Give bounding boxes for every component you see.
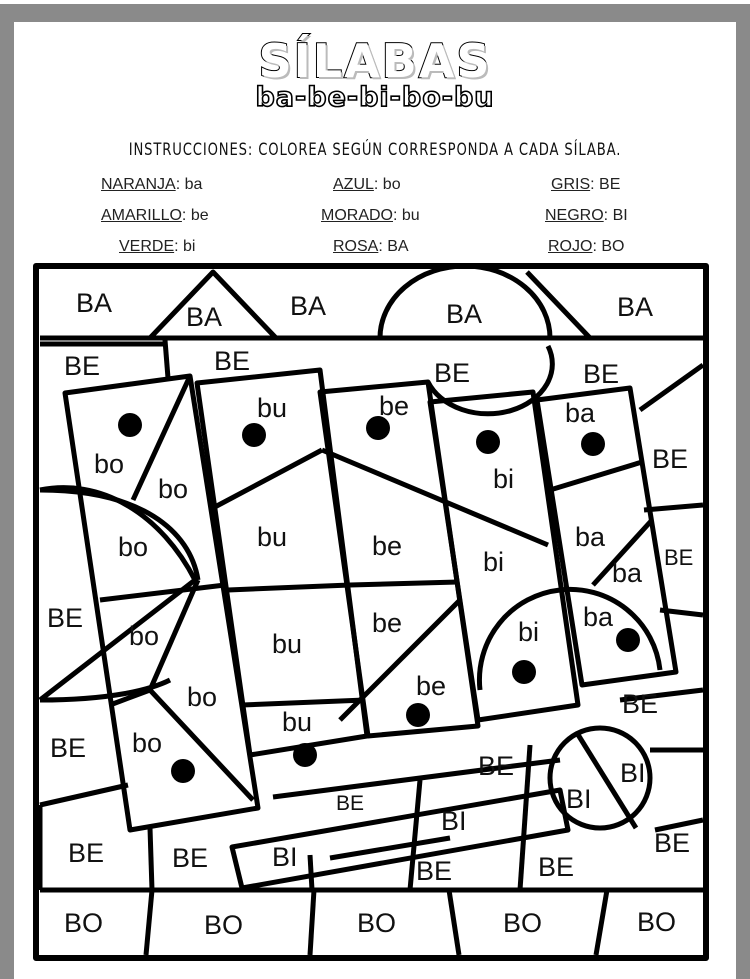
legend-item: ROSA: BA <box>333 238 409 255</box>
legend-item: ROJO: BO <box>548 238 625 255</box>
label-BA: BA <box>446 299 483 329</box>
dot <box>616 628 640 652</box>
label-bi: bi <box>483 547 505 577</box>
label-be: be <box>416 671 447 701</box>
label-ba: ba <box>575 522 606 552</box>
dot <box>171 759 195 783</box>
label-BE: BE <box>664 545 694 570</box>
legend-item: AZUL: bo <box>333 176 401 193</box>
label-be: be <box>372 608 403 638</box>
label-BE: BE <box>172 843 209 873</box>
label-bo: bo <box>132 728 163 758</box>
label-bu: bu <box>282 707 313 737</box>
label-bo: bo <box>118 532 149 562</box>
legend-item: AMARILLO: be <box>101 207 209 224</box>
dot <box>476 430 500 454</box>
label-BO: BO <box>64 908 104 938</box>
label-bu: bu <box>272 629 303 659</box>
label-BA: BA <box>290 291 327 321</box>
label-BI: BI <box>566 784 592 814</box>
label-BE: BE <box>538 852 575 882</box>
label-BA: BA <box>76 288 113 318</box>
label-BI: BI <box>441 806 467 836</box>
domino-piece <box>537 388 676 685</box>
dot <box>406 703 430 727</box>
bar-shape <box>232 790 568 888</box>
dot <box>293 743 317 767</box>
label-be: be <box>372 531 403 561</box>
label-bi: bi <box>518 617 540 647</box>
label-BE: BE <box>68 838 105 868</box>
label-BE: BE <box>416 856 453 886</box>
label-be: be <box>379 391 410 421</box>
label-bu: bu <box>257 393 288 423</box>
label-BE: BE <box>50 733 87 763</box>
legend-item: GRIS: BE <box>551 176 621 193</box>
label-BE: BE <box>214 346 251 376</box>
label-bo: bo <box>129 621 160 651</box>
label-bi: bi <box>493 464 515 494</box>
label-bo: bo <box>158 474 189 504</box>
label-BE: BE <box>654 828 691 858</box>
label-BE: BE <box>652 444 689 474</box>
label-BE: BE <box>47 603 84 633</box>
label-BO: BO <box>637 907 677 937</box>
label-BE: BE <box>622 689 659 719</box>
label-ba: ba <box>583 602 614 632</box>
dot <box>242 423 266 447</box>
label-BI: BI <box>620 758 646 788</box>
label-BA: BA <box>617 292 654 322</box>
dot <box>118 413 142 437</box>
legend-item: MORADO: bu <box>321 207 420 224</box>
label-BA: BA <box>186 302 223 332</box>
label-BO: BO <box>503 908 543 938</box>
dot <box>512 660 536 684</box>
page-subtitle: ba-be-bi-bo-bu <box>255 82 495 113</box>
label-BE: BE <box>583 359 620 389</box>
label-BO: BO <box>357 908 397 938</box>
label-BE: BE <box>64 351 101 381</box>
legend-item: VERDE: bi <box>119 238 196 255</box>
label-BE: BE <box>336 792 365 815</box>
label-bo: bo <box>94 449 125 479</box>
instructions-text: INSTRUCCIONES: COLOREA SEGÚN CORRESPONDA A CADA SÍLABA. <box>128 140 622 160</box>
legend-item: NARANJA: ba <box>101 176 203 193</box>
label-bu: bu <box>257 522 288 552</box>
legend-item: NEGRO: BI <box>545 207 628 224</box>
dot <box>581 432 605 456</box>
label-ba: ba <box>612 558 643 588</box>
label-BE: BE <box>478 751 515 781</box>
label-bo: bo <box>187 682 218 712</box>
label-ba: ba <box>565 398 596 428</box>
label-BE: BE <box>434 358 471 388</box>
label-BI: BI <box>272 842 298 872</box>
page-title: SÍLABAS <box>258 34 492 88</box>
label-BO: BO <box>204 910 244 940</box>
